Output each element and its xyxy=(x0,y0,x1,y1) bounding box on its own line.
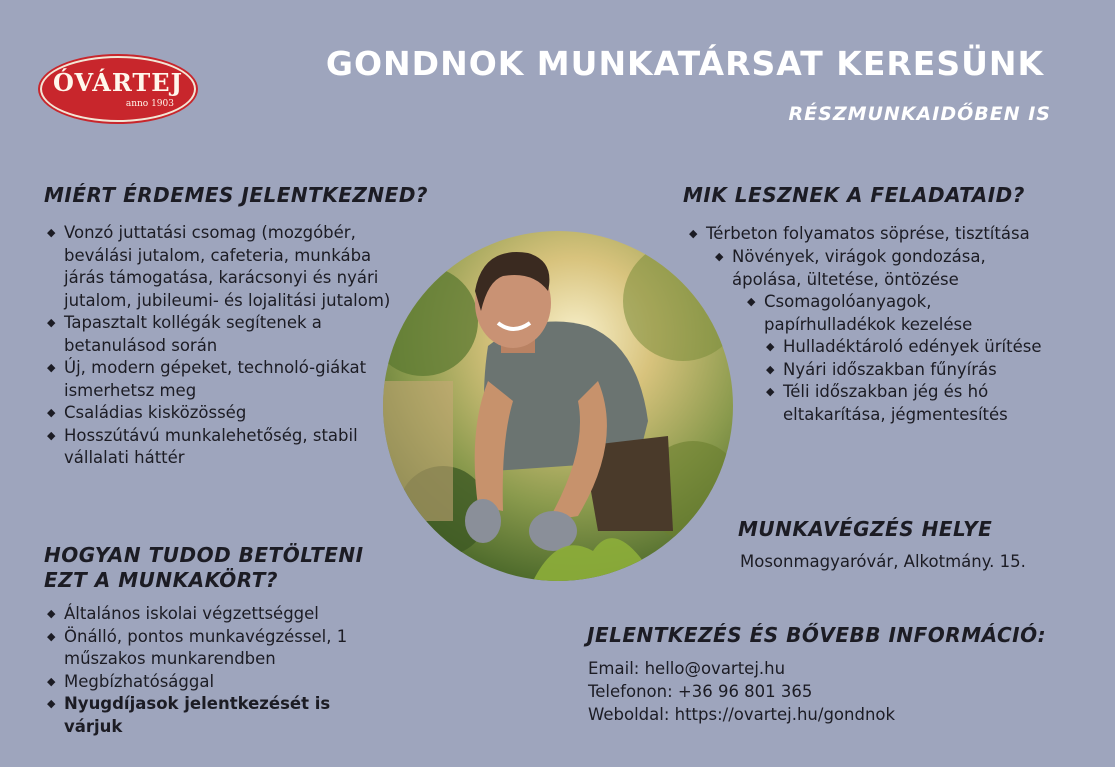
tasks-section xyxy=(683,183,1103,208)
tasks-list-3 xyxy=(744,291,1024,336)
logo-sub: anno 1903 xyxy=(125,99,174,109)
list-item: ◆ Csomagolóanyagok, papírhulladékok kezelése xyxy=(744,291,1024,336)
list-item: ◆ Vonzó juttatási csomag (mozgóbér, beválási jutalom, cafeteria, munkába járás támogatása, karácsonyi és nyári jutalom, jubileumi- és lojalitási jutalom) xyxy=(44,222,394,312)
contact-email: Email: hello@ovartej.hu xyxy=(588,659,786,678)
list-item: ◆ Nyugdíjasok jelentkezését is várjuk xyxy=(44,693,389,738)
why-title: MIÉRT ÉRDEMES JELENTKEZNED? xyxy=(44,183,429,207)
how-section xyxy=(44,543,404,738)
how-title-line1: HOGYAN TUDOD BETÖLTENI xyxy=(44,543,364,567)
tasks-title: MIK LESZNEK A FELADATAID? xyxy=(683,183,1025,207)
contact-title: JELENTKEZÉS ÉS BŐVEBB INFORMÁCIÓ: xyxy=(587,623,1047,647)
gardener-photo xyxy=(383,231,733,581)
contact-web: Weboldal: https://ovartej.hu/gondnok xyxy=(588,705,896,724)
gardener-illustration xyxy=(383,231,733,581)
list-item: ◆ Téli időszakban jég és hó eltakarítása, jégmentesítés xyxy=(763,381,1053,426)
list-item: ◆ Általános iskolai végzettséggel xyxy=(44,603,389,626)
how-list xyxy=(44,603,389,738)
list-item: ◆ Hosszútávú munkalehetőség, stabil vállalati háttér xyxy=(44,425,394,470)
headline: GONDNOK MUNKATÁRSAT KERESÜNK xyxy=(325,44,1045,83)
location-address: Mosonmagyaróvár, Alkotmány. 15. xyxy=(740,552,1026,571)
list-item: ◆ Nyári időszakban fűnyírás xyxy=(763,359,1053,382)
contact-phone: Telefonon: +36 96 801 365 xyxy=(588,682,813,701)
list-item: ◆ Hulladéktároló edények ürítése xyxy=(763,336,1053,359)
logo-text: ÓVÁRTEJ xyxy=(53,68,183,97)
subheadline: RÉSZMUNKAIDŐBEN IS xyxy=(788,103,1051,125)
why-list xyxy=(44,222,394,470)
list-item: ◆ Tapasztalt kollégák segítenek a betanulásod során xyxy=(44,312,394,357)
list-item: ◆ Önálló, pontos munkavégzéssel, 1 műszakos munkarendben xyxy=(44,626,389,671)
list-item: ◆ Növények, virágok gondozása, ápolása, ültetése, öntözése xyxy=(712,246,1032,291)
list-item: ◆ Térbeton folyamatos söprése, tisztítása xyxy=(686,223,1086,246)
location-title: MUNKAVÉGZÉS HELYE xyxy=(738,517,993,541)
ovartej-logo xyxy=(40,56,196,122)
how-title-line2: EZT A MUNKAKÖRT? xyxy=(44,568,279,592)
list-item: ◆ Megbízhatósággal xyxy=(44,671,389,694)
list-item: ◆ Új, modern gépeket, technoló-giákat ismerhetsz meg xyxy=(44,357,394,402)
tasks-list-1 xyxy=(686,223,1086,246)
tasks-list-2 xyxy=(712,246,1032,291)
list-item: ◆ Családias kisközösség xyxy=(44,402,394,425)
tasks-list-4 xyxy=(763,336,1053,426)
contact-info xyxy=(588,657,895,726)
